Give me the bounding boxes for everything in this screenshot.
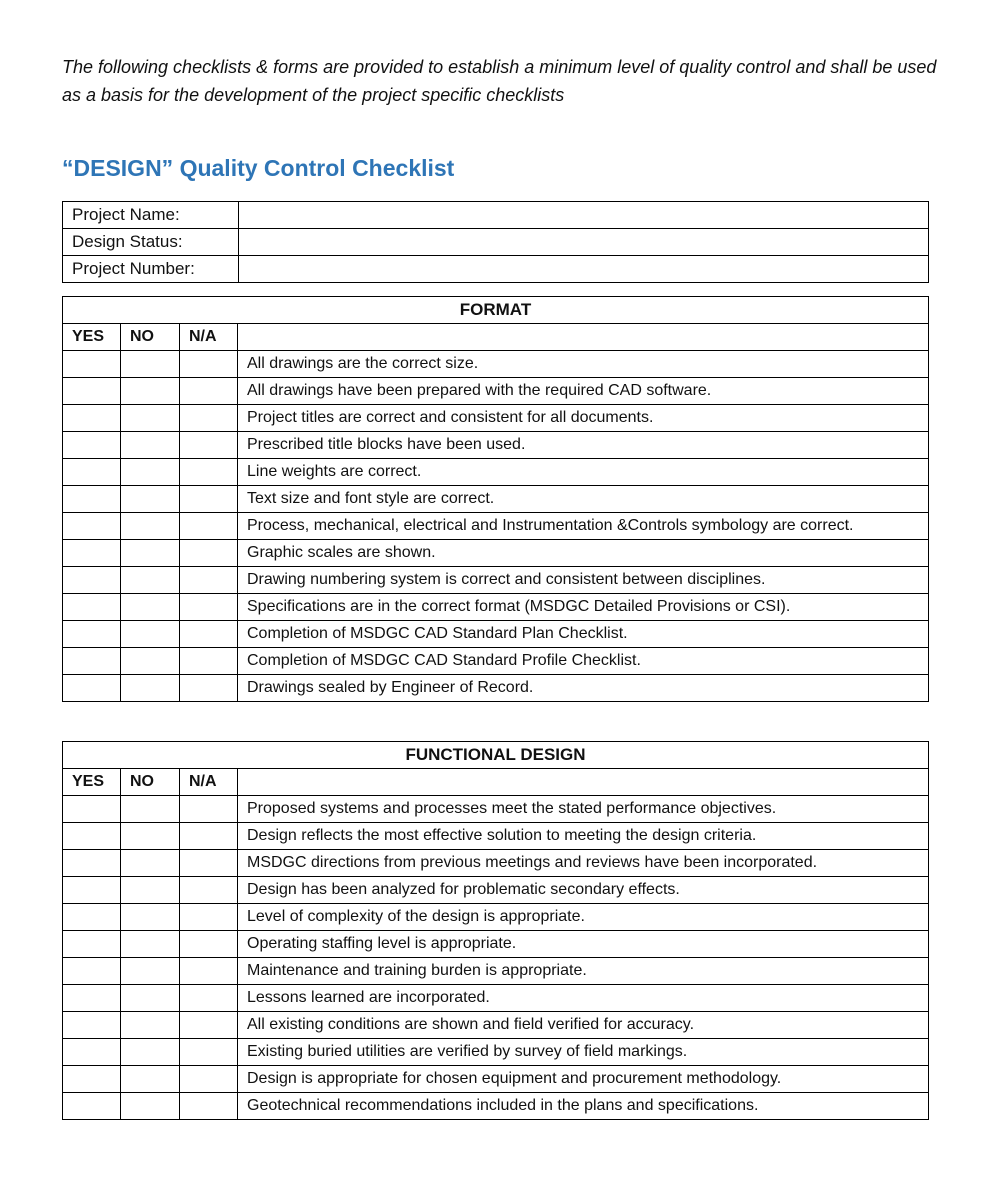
yes-checkbox-cell[interactable] bbox=[63, 823, 121, 850]
no-checkbox-cell[interactable] bbox=[121, 675, 180, 702]
no-checkbox-cell[interactable] bbox=[121, 1093, 180, 1120]
table-row bbox=[63, 931, 929, 958]
table-row bbox=[63, 1093, 929, 1120]
no-checkbox-cell[interactable] bbox=[121, 958, 180, 985]
design-status-field[interactable] bbox=[239, 229, 929, 256]
na-checkbox-cell[interactable] bbox=[180, 459, 238, 486]
na-checkbox-cell[interactable] bbox=[180, 958, 238, 985]
checklist-item: Process, mechanical, electrical and Instrumentation &Controls symbology are correct. bbox=[238, 513, 929, 540]
no-checkbox-cell[interactable] bbox=[121, 567, 180, 594]
table-row bbox=[63, 459, 929, 486]
yes-checkbox-cell[interactable] bbox=[63, 621, 121, 648]
na-checkbox-cell[interactable] bbox=[180, 567, 238, 594]
checklist-item: Maintenance and training burden is appropriate. bbox=[238, 958, 929, 985]
format-checklist-table bbox=[62, 296, 929, 702]
no-checkbox-cell[interactable] bbox=[121, 823, 180, 850]
info-row bbox=[63, 256, 929, 283]
yes-checkbox-cell[interactable] bbox=[63, 1066, 121, 1093]
yes-checkbox-cell[interactable] bbox=[63, 1093, 121, 1120]
yes-checkbox-cell[interactable] bbox=[63, 648, 121, 675]
na-checkbox-cell[interactable] bbox=[180, 594, 238, 621]
checklist-item: MSDGC directions from previous meetings and reviews have been incorporated. bbox=[238, 850, 929, 877]
item-column-header bbox=[238, 324, 929, 351]
na-checkbox-cell[interactable] bbox=[180, 513, 238, 540]
checklist-item: Drawing numbering system is correct and consistent between disciplines. bbox=[238, 567, 929, 594]
intro-paragraph: The following checklists & forms are provided to establish a minimum level of quality control and shall be used as a basis for the development of the project specific checklists bbox=[62, 57, 937, 105]
na-checkbox-cell[interactable] bbox=[180, 823, 238, 850]
checklist-item: All existing conditions are shown and field verified for accuracy. bbox=[238, 1012, 929, 1039]
page-title: “DESIGN” Quality Control Checklist bbox=[62, 155, 455, 181]
project-info-table bbox=[62, 201, 929, 283]
checklist-item: Specifications are in the correct format (MSDGC Detailed Provisions or CSI). bbox=[238, 594, 929, 621]
checklist-item: All drawings are the correct size. bbox=[238, 351, 929, 378]
no-checkbox-cell[interactable] bbox=[121, 904, 180, 931]
table-row bbox=[63, 513, 929, 540]
no-checkbox-cell[interactable] bbox=[121, 540, 180, 567]
checklist-item: All drawings have been prepared with the required CAD software. bbox=[238, 378, 929, 405]
table-row bbox=[63, 904, 929, 931]
yes-checkbox-cell[interactable] bbox=[63, 459, 121, 486]
format-heading: FORMAT bbox=[63, 297, 929, 324]
checklist-item: Completion of MSDGC CAD Standard Profile Checklist. bbox=[238, 648, 929, 675]
yes-checkbox-cell[interactable] bbox=[63, 877, 121, 904]
na-checkbox-cell[interactable] bbox=[180, 985, 238, 1012]
no-checkbox-cell[interactable] bbox=[121, 1012, 180, 1039]
na-checkbox-cell[interactable] bbox=[180, 931, 238, 958]
checklist-item: Lessons learned are incorporated. bbox=[238, 985, 929, 1012]
na-checkbox-cell[interactable] bbox=[180, 432, 238, 459]
na-checkbox-cell[interactable] bbox=[180, 648, 238, 675]
project-number-field[interactable] bbox=[239, 256, 929, 283]
info-row bbox=[63, 202, 929, 229]
info-label: Design Status: bbox=[63, 229, 239, 256]
yes-checkbox-cell[interactable] bbox=[63, 1039, 121, 1066]
na-checkbox-cell[interactable] bbox=[180, 1012, 238, 1039]
checklist-item: Existing buried utilities are verified by survey of field markings. bbox=[238, 1039, 929, 1066]
no-checkbox-cell[interactable] bbox=[121, 486, 180, 513]
checklist-item: Drawings sealed by Engineer of Record. bbox=[238, 675, 929, 702]
no-checkbox-cell[interactable] bbox=[121, 648, 180, 675]
table-row bbox=[63, 796, 929, 823]
table-row bbox=[63, 1039, 929, 1066]
yes-checkbox-cell[interactable] bbox=[63, 904, 121, 931]
no-checkbox-cell[interactable] bbox=[121, 405, 180, 432]
checklist-item: Proposed systems and processes meet the stated performance objectives. bbox=[238, 796, 929, 823]
yes-checkbox-cell[interactable] bbox=[63, 405, 121, 432]
na-checkbox-cell[interactable] bbox=[180, 675, 238, 702]
no-checkbox-cell[interactable] bbox=[121, 931, 180, 958]
table-row bbox=[63, 432, 929, 459]
checklist-item: Completion of MSDGC CAD Standard Plan Checklist. bbox=[238, 621, 929, 648]
no-checkbox-cell[interactable] bbox=[121, 850, 180, 877]
na-checkbox-cell[interactable] bbox=[180, 850, 238, 877]
project-name-field[interactable] bbox=[239, 202, 929, 229]
na-checkbox-cell[interactable] bbox=[180, 621, 238, 648]
yes-checkbox-cell[interactable] bbox=[63, 594, 121, 621]
table-row bbox=[63, 486, 929, 513]
yes-checkbox-cell[interactable] bbox=[63, 567, 121, 594]
checklist-item: Line weights are correct. bbox=[238, 459, 929, 486]
yes-checkbox-cell[interactable] bbox=[63, 958, 121, 985]
yes-checkbox-cell[interactable] bbox=[63, 513, 121, 540]
table-row bbox=[63, 1066, 929, 1093]
na-checkbox-cell[interactable] bbox=[180, 1039, 238, 1066]
table-heading-row bbox=[63, 742, 929, 769]
checklist-item: Geotechnical recommendations included in the plans and specifications. bbox=[238, 1093, 929, 1120]
checklist-item: Design is appropriate for chosen equipment and procurement methodology. bbox=[238, 1066, 929, 1093]
no-column-header: NO bbox=[121, 769, 180, 796]
no-checkbox-cell[interactable] bbox=[121, 1039, 180, 1066]
checklist-item: Prescribed title blocks have been used. bbox=[238, 432, 929, 459]
table-row bbox=[63, 850, 929, 877]
table-row bbox=[63, 958, 929, 985]
table-row bbox=[63, 675, 929, 702]
yes-checkbox-cell[interactable] bbox=[63, 985, 121, 1012]
table-heading-row bbox=[63, 297, 929, 324]
checklist-item: Operating staffing level is appropriate. bbox=[238, 931, 929, 958]
table-row bbox=[63, 877, 929, 904]
table-row bbox=[63, 351, 929, 378]
table-row bbox=[63, 823, 929, 850]
na-checkbox-cell[interactable] bbox=[180, 796, 238, 823]
table-row bbox=[63, 621, 929, 648]
item-column-header bbox=[238, 769, 929, 796]
na-checkbox-cell[interactable] bbox=[180, 486, 238, 513]
na-checkbox-cell[interactable] bbox=[180, 877, 238, 904]
no-checkbox-cell[interactable] bbox=[121, 432, 180, 459]
no-checkbox-cell[interactable] bbox=[121, 877, 180, 904]
checklist-item: Text size and font style are correct. bbox=[238, 486, 929, 513]
no-checkbox-cell[interactable] bbox=[121, 378, 180, 405]
no-checkbox-cell[interactable] bbox=[121, 351, 180, 378]
yes-checkbox-cell[interactable] bbox=[63, 796, 121, 823]
no-checkbox-cell[interactable] bbox=[121, 796, 180, 823]
functional-design-checklist-table bbox=[62, 741, 929, 1120]
yes-column-header: YES bbox=[63, 769, 121, 796]
na-column-header: N/A bbox=[180, 324, 238, 351]
na-checkbox-cell[interactable] bbox=[180, 1093, 238, 1120]
table-row bbox=[63, 405, 929, 432]
na-checkbox-cell[interactable] bbox=[180, 351, 238, 378]
yes-checkbox-cell[interactable] bbox=[63, 850, 121, 877]
no-checkbox-cell[interactable] bbox=[121, 621, 180, 648]
yes-checkbox-cell[interactable] bbox=[63, 1012, 121, 1039]
yes-column-header: YES bbox=[63, 324, 121, 351]
table-row bbox=[63, 985, 929, 1012]
no-column-header: NO bbox=[121, 324, 180, 351]
checklist-item: Project titles are correct and consistent for all documents. bbox=[238, 405, 929, 432]
info-label: Project Number: bbox=[63, 256, 239, 283]
na-checkbox-cell[interactable] bbox=[180, 378, 238, 405]
no-checkbox-cell[interactable] bbox=[121, 594, 180, 621]
table-row bbox=[63, 540, 929, 567]
table-row bbox=[63, 1012, 929, 1039]
yes-checkbox-cell[interactable] bbox=[63, 931, 121, 958]
yes-checkbox-cell[interactable] bbox=[63, 486, 121, 513]
na-column-header: N/A bbox=[180, 769, 238, 796]
info-label: Project Name: bbox=[63, 202, 239, 229]
info-row bbox=[63, 229, 929, 256]
column-header-row bbox=[63, 769, 929, 796]
na-checkbox-cell[interactable] bbox=[180, 405, 238, 432]
functional-heading: FUNCTIONAL DESIGN bbox=[63, 742, 929, 769]
no-checkbox-cell[interactable] bbox=[121, 513, 180, 540]
table-row bbox=[63, 648, 929, 675]
na-checkbox-cell[interactable] bbox=[180, 1066, 238, 1093]
no-checkbox-cell[interactable] bbox=[121, 985, 180, 1012]
table-row bbox=[63, 567, 929, 594]
na-checkbox-cell[interactable] bbox=[180, 904, 238, 931]
no-checkbox-cell[interactable] bbox=[121, 1066, 180, 1093]
yes-checkbox-cell[interactable] bbox=[63, 378, 121, 405]
checklist-item: Design has been analyzed for problematic secondary effects. bbox=[238, 877, 929, 904]
yes-checkbox-cell[interactable] bbox=[63, 675, 121, 702]
no-checkbox-cell[interactable] bbox=[121, 459, 180, 486]
checklist-item: Design reflects the most effective solution to meeting the design criteria. bbox=[238, 823, 929, 850]
na-checkbox-cell[interactable] bbox=[180, 540, 238, 567]
checklist-item: Level of complexity of the design is appropriate. bbox=[238, 904, 929, 931]
table-row bbox=[63, 378, 929, 405]
yes-checkbox-cell[interactable] bbox=[63, 432, 121, 459]
table-row bbox=[63, 594, 929, 621]
yes-checkbox-cell[interactable] bbox=[63, 351, 121, 378]
checklist-item: Graphic scales are shown. bbox=[238, 540, 929, 567]
yes-checkbox-cell[interactable] bbox=[63, 540, 121, 567]
column-header-row bbox=[63, 324, 929, 351]
